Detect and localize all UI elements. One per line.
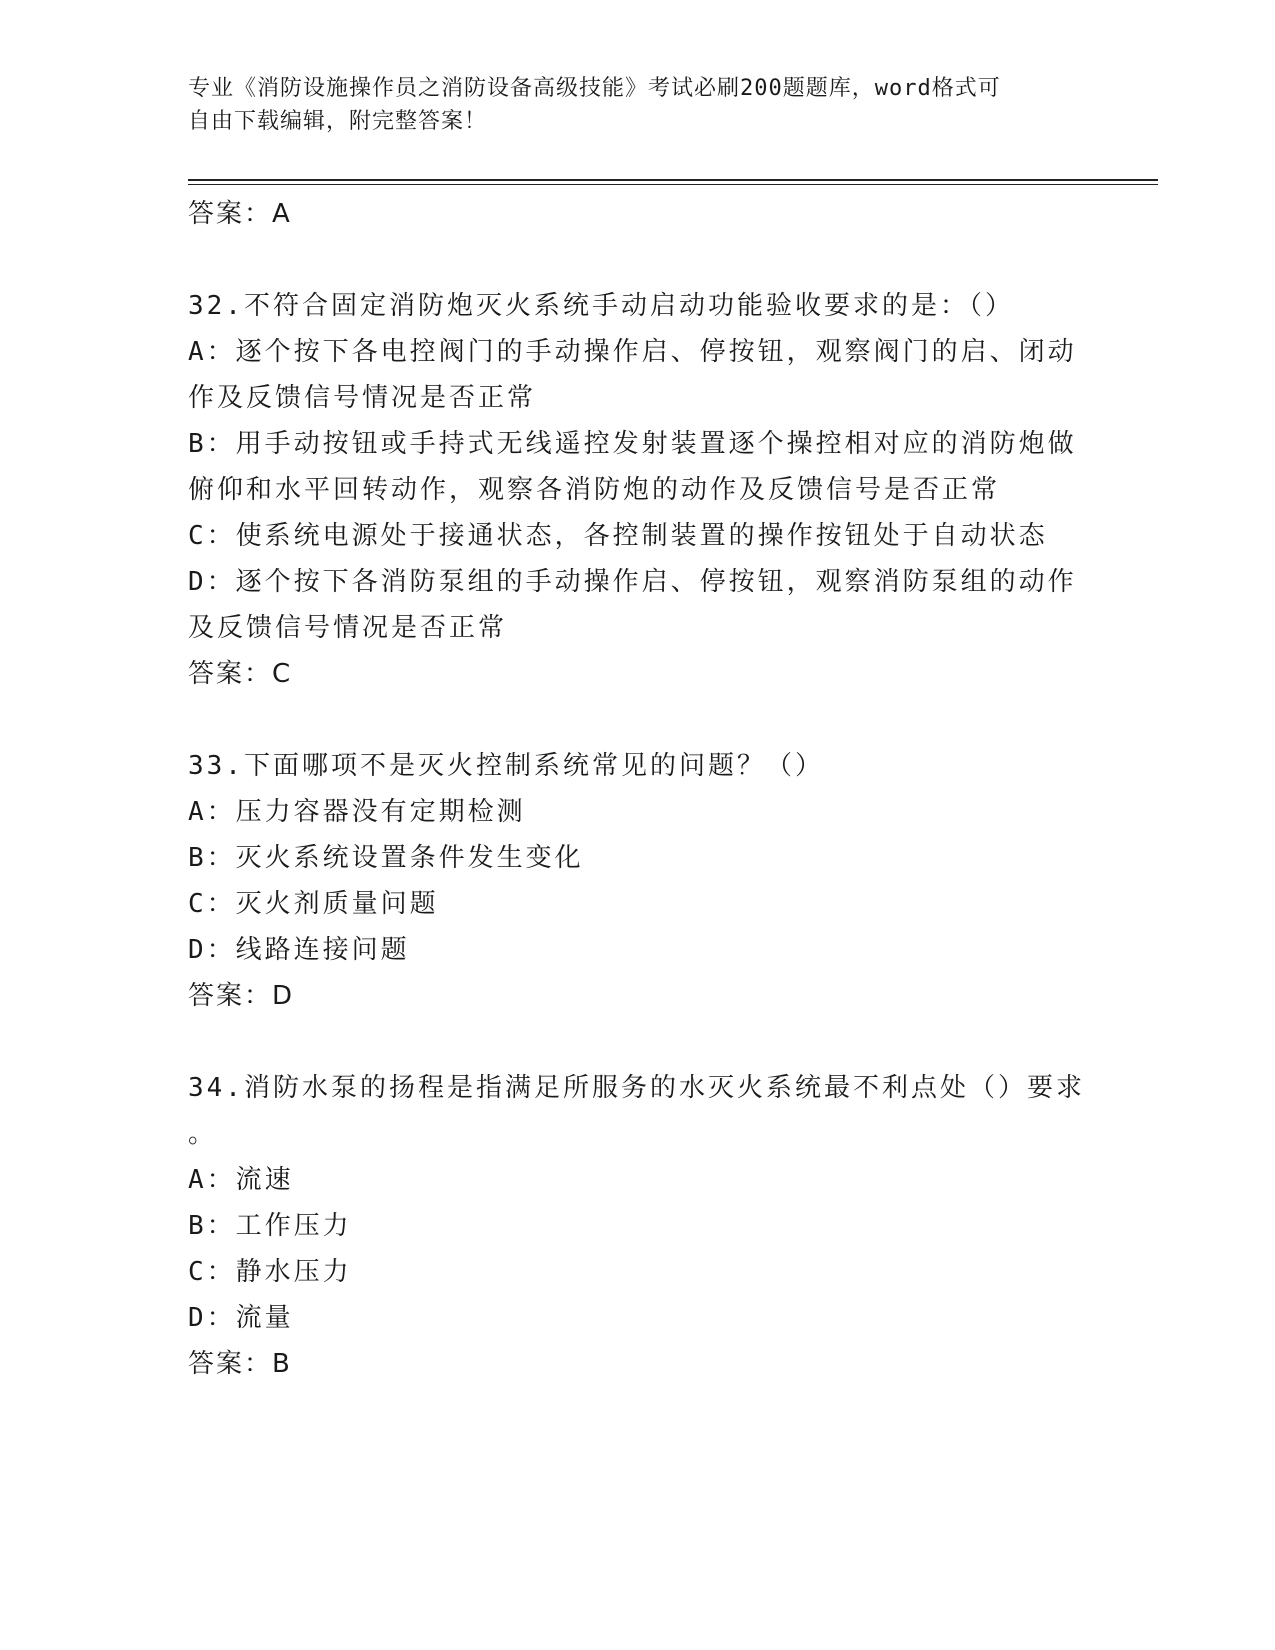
option-b-line-2: 俯仰和水平回转动作，观察各消防炮的动作及反馈信号是否正常 — [188, 475, 1001, 505]
spacer — [188, 697, 1088, 743]
header-line-2: 自由下载编辑，附完整答案！ — [188, 109, 488, 134]
option-c: C：灭火剂质量问题 — [188, 889, 439, 919]
page-header — [188, 72, 1088, 138]
answer: 答案：B — [188, 1349, 292, 1379]
header-divider-thick — [188, 179, 1158, 181]
answer: 答案：C — [188, 659, 293, 689]
answer: 答案：D — [188, 981, 295, 1011]
question-32 — [188, 283, 1088, 697]
question-text-line-1: 34.消防水泵的扬程是指满足所服务的水灭火系统最不利点处（）要求 — [188, 1073, 1085, 1103]
option-d: D：流量 — [188, 1303, 294, 1333]
option-d: D：线路连接问题 — [188, 935, 410, 965]
question-list — [188, 191, 1088, 1387]
option-a — [188, 329, 1088, 421]
option-d — [188, 559, 1088, 651]
header-line-1: 专业《消防设施操作员之消防设备高级技能》考试必刷200题题库，word格式可 — [188, 76, 1001, 101]
option-c: C：使系统电源处于接通状态，各控制装置的操作按钮处于自动状态 — [188, 521, 1048, 551]
option-b-line-1: B：用手动按钮或手持式无线遥控发射装置逐个操控相对应的消防炮做 — [188, 429, 1077, 459]
option-a-line-1: A：逐个按下各电控阀门的手动操作启、停按钮，观察阀门的启、闭动 — [188, 337, 1077, 367]
option-d-line-2: 及反馈信号情况是否正常 — [188, 613, 508, 643]
question-34 — [188, 1065, 1088, 1387]
option-d-line-1: D：逐个按下各消防泵组的手动操作启、停按钮，观察消防泵组的动作 — [188, 567, 1077, 597]
question-33 — [188, 743, 1088, 1019]
question-text-line-2: 。 — [188, 1119, 218, 1149]
previous-answer: 答案：A — [188, 199, 292, 229]
question-text: 32.不符合固定消防炮灭火系统手动启动功能验收要求的是：（） — [188, 291, 1014, 321]
option-b: B：灭火系统设置条件发生变化 — [188, 843, 584, 873]
question-text: 33.下面哪项不是灭火控制系统常见的问题？（） — [188, 751, 824, 781]
option-a-line-2: 作及反馈信号情况是否正常 — [188, 383, 537, 413]
option-b: B：工作压力 — [188, 1211, 352, 1241]
header-divider-thin — [188, 184, 1158, 185]
spacer — [188, 237, 1088, 283]
option-a: A：流速 — [188, 1165, 294, 1195]
option-c: C：静水压力 — [188, 1257, 352, 1287]
option-b — [188, 421, 1088, 513]
spacer — [188, 1019, 1088, 1065]
option-a: A：压力容器没有定期检测 — [188, 797, 526, 827]
